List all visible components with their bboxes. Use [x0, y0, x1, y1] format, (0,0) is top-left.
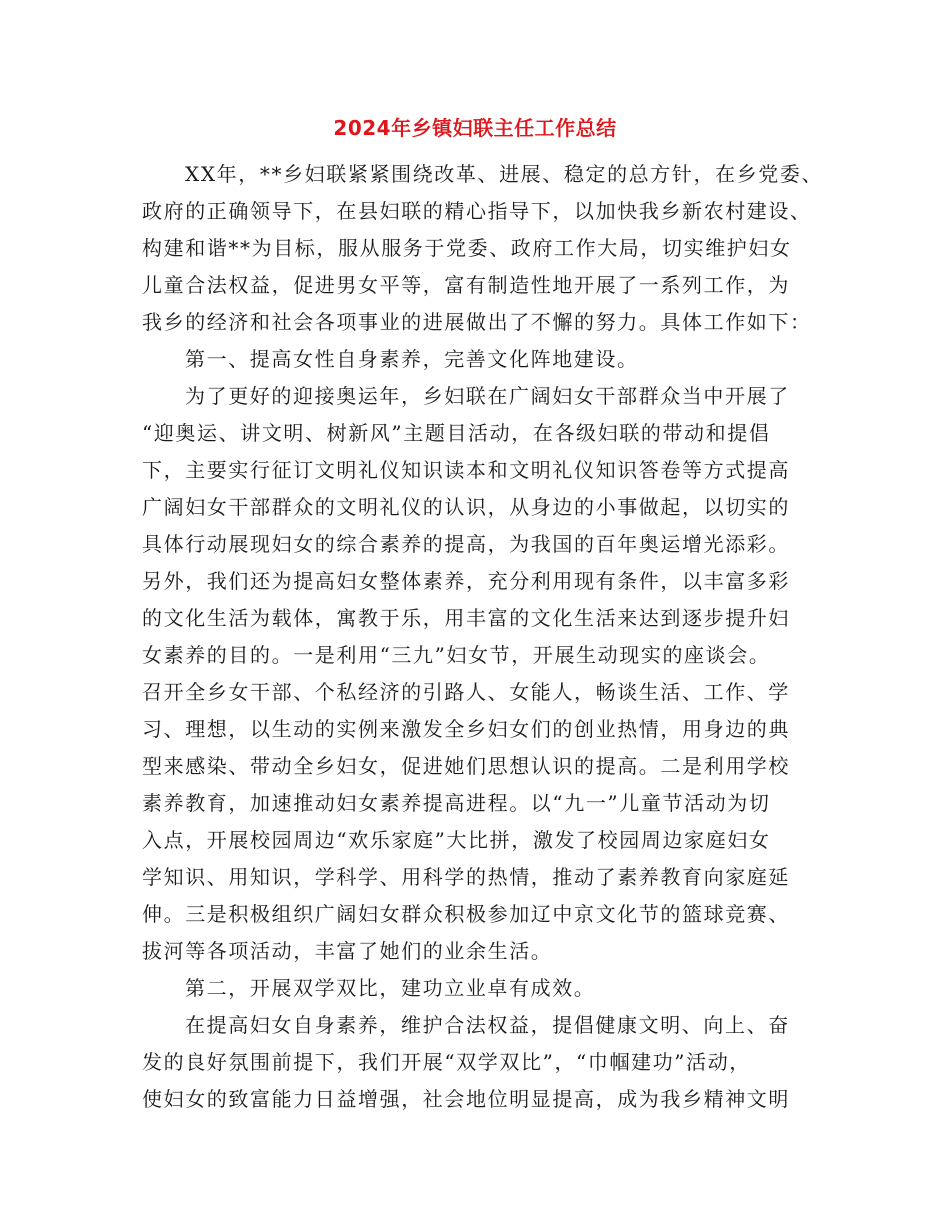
text-line: 为了更好的迎接奥运年，乡妇联在广阔妇女干部群众当中开展了	[185, 384, 790, 408]
document-title: 2024年乡镇妇联主任工作总结	[333, 116, 617, 140]
section-heading: 第二，开展双学双比，建功立业卓有成效。	[185, 976, 596, 1000]
text-line: 构建和谐**为目标，服从服务于党委、政府工作大局，切实维护妇女	[142, 236, 792, 260]
text-line: 素养教育，加速推动妇女素养提高进程。以“九一”儿童节活动为切	[142, 791, 771, 815]
text-line: 召开全乡女干部、个私经济的引路人、女能人，畅谈生活、工作、学	[142, 680, 790, 704]
text-line: 另外，我们还为提高妇女整体素养，充分利用现有条件，以丰富多彩	[142, 569, 790, 593]
text-line: 发的良好氛围前提下，我们开展“双学双比”，“巾帼建功”活动，	[142, 1050, 751, 1074]
text-line: 型来感染、带动全乡妇女，促进她们思想认识的提高。二是利用学校	[142, 754, 790, 778]
text-line: 入点，开展校园周边“欢乐家庭”大比拼，激发了校园周边家庭妇女	[142, 828, 771, 852]
text-line: 伸。三是积极组织广阔妇女群众积极参加辽中京文化节的篮球竞赛、	[142, 902, 790, 926]
text-line: 习、理想，以生动的实例来激发全乡妇女们的创业热情，用身边的典	[142, 717, 790, 741]
text-line: 的文化生活为载体，寓教于乐，用丰富的文化生活来达到逐步提升妇	[142, 606, 790, 630]
text-line: 女素养的目的。一是利用“三九”妇女节，开展生动现实的座谈会。	[142, 643, 771, 667]
text-line: 拔河等各项活动，丰富了她们的业余生活。	[142, 939, 553, 963]
text-line: 政府的正确领导下，在县妇联的精心指导下，以加快我乡新农村建设、	[142, 199, 812, 223]
text-line: 具体行动展现妇女的综合素养的提高，为我国的百年奥运增光添彩。	[142, 532, 790, 556]
section-heading: 第一、提高女性自身素养，完善文化阵地建设。	[185, 347, 639, 371]
text-line: “迎奥运、讲文明、树新风”主题目活动，在各级妇联的带动和提倡	[142, 421, 771, 445]
text-line: 在提高妇女自身素养，维护合法权益，提倡健康文明、向上、奋	[185, 1013, 790, 1037]
text-line: 广阔妇女干部群众的文明礼仪的认识，从身边的小事做起，以切实的	[142, 495, 790, 519]
text-line: 学知识、用知识，学科学、用科学的热情，推动了素养教育向家庭延	[142, 865, 790, 889]
text-line: XX年，**乡妇联紧紧围绕改革、进展、稳定的总方针，在乡党委、	[185, 162, 824, 186]
text-line: 我乡的经济和社会各项事业的进展做出了不懈的努力。具体工作如下：	[142, 310, 812, 334]
text-line: 下，主要实行征订文明礼仪知识读本和文明礼仪知识答卷等方式提高	[142, 458, 790, 482]
text-line: 使妇女的致富能力日益增强，社会地位明显提高，成为我乡精神文明	[142, 1087, 790, 1111]
text-line: 儿童合法权益，促进男女平等，富有制造性地开展了一系列工作，为	[142, 273, 790, 297]
